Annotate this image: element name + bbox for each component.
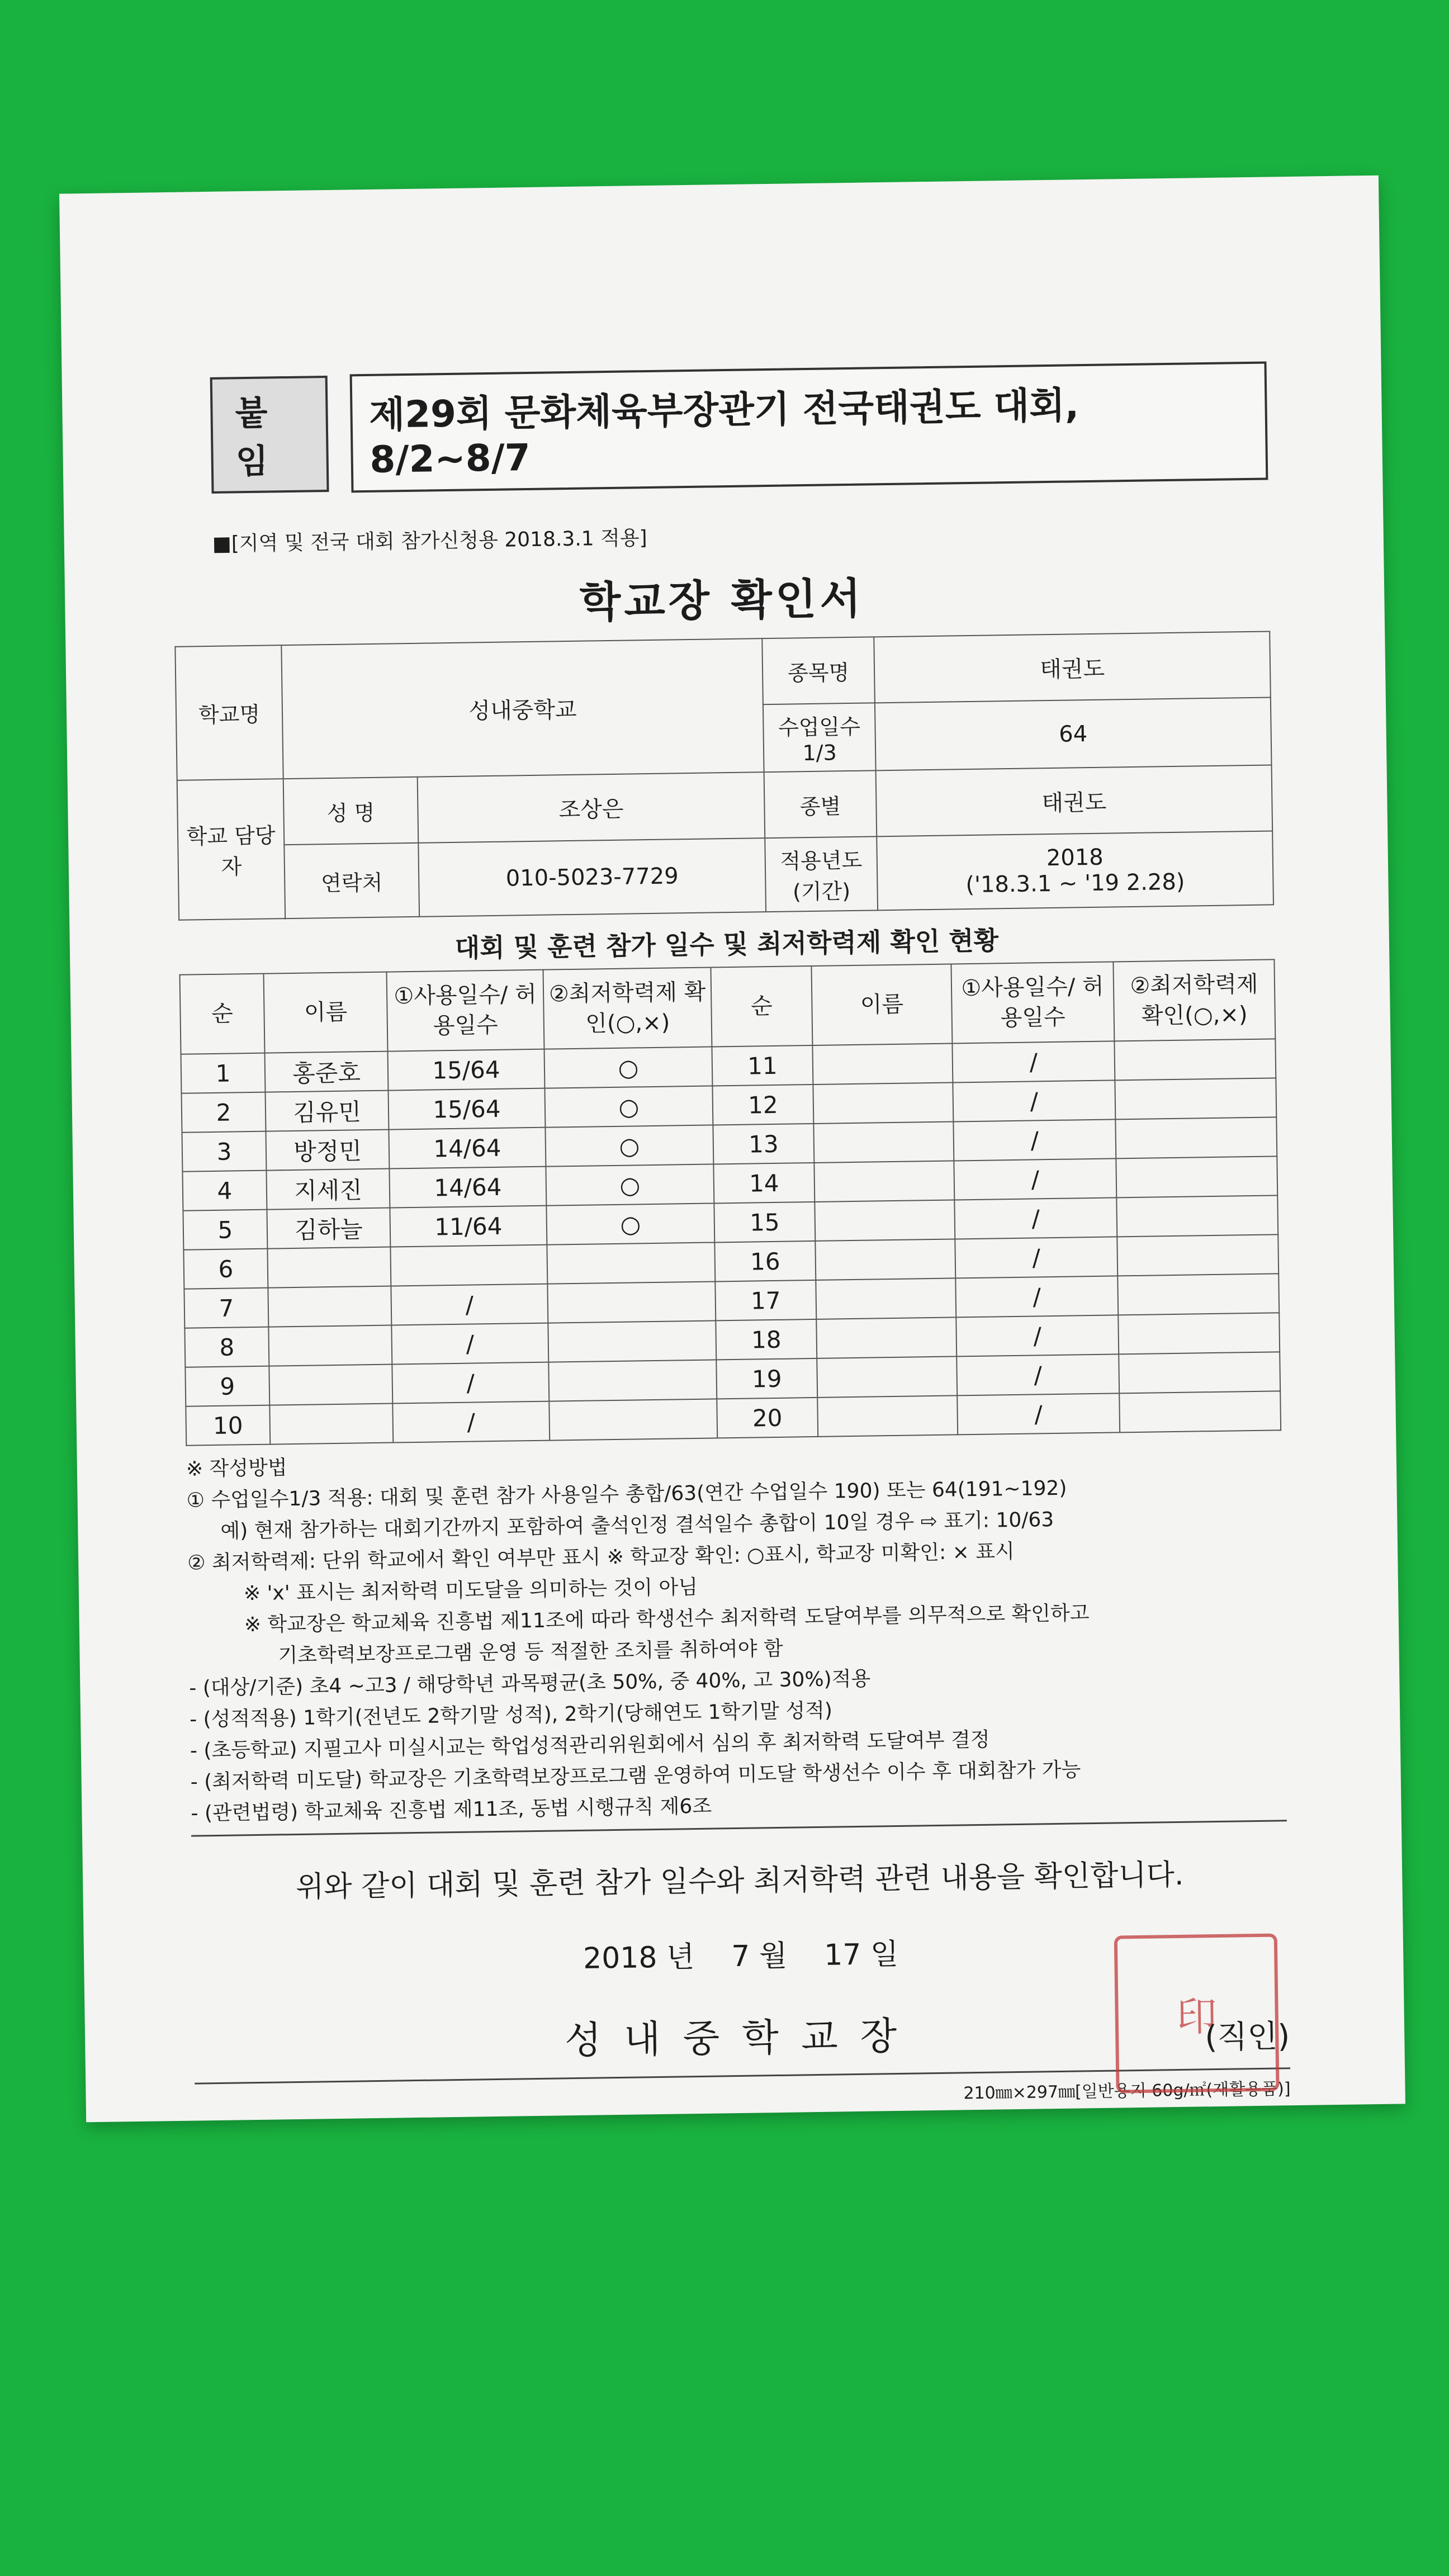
records-header-cell: 순 <box>180 974 265 1054</box>
phone-label: 연락처 <box>284 843 419 918</box>
date-day: 17 <box>823 1938 861 1972</box>
record-days-cell: 15/64 <box>388 1049 545 1091</box>
principal-signature <box>194 1993 1290 2077</box>
record-name-cell <box>813 1082 953 1123</box>
info-table <box>174 631 1274 920</box>
record-days-cell: / <box>953 1119 1116 1161</box>
record-check-cell: ○ <box>546 1203 714 1244</box>
record-no-cell: 1 <box>181 1053 266 1093</box>
records-table <box>179 959 1282 1446</box>
school-label: 학교명 <box>175 645 283 780</box>
note-1: ① 수업일수1/3 적용: 대회 및 훈련 참가 사용일수 총합/63(연간 수업일수 190) 또는 64(191~192) <box>186 1476 1067 1512</box>
record-name-cell <box>815 1200 955 1240</box>
record-days-cell: / <box>955 1276 1118 1317</box>
record-name-cell: 김유민 <box>266 1091 389 1131</box>
record-check-cell <box>1119 1391 1281 1432</box>
records-header-cell: ②최저학력제 확인(○,×) <box>543 968 712 1049</box>
days-label: 수업일수 1/3 <box>763 703 876 772</box>
record-name-cell <box>815 1239 955 1280</box>
record-no-cell: 3 <box>182 1131 266 1172</box>
record-days-cell <box>390 1245 547 1286</box>
section-title: 대회 및 훈련 참가 일수 및 최저학력제 확인 현황 <box>454 925 999 963</box>
record-no-cell: 8 <box>184 1327 269 1367</box>
event-value: 태권도 <box>874 631 1271 703</box>
record-name-cell <box>269 1404 393 1445</box>
record-no-cell: 18 <box>716 1319 817 1360</box>
record-check-cell <box>547 1281 716 1323</box>
record-no-cell: 20 <box>717 1398 818 1438</box>
record-name-cell <box>813 1121 954 1162</box>
record-check-cell <box>1118 1313 1280 1354</box>
record-days-cell: 15/64 <box>388 1088 545 1130</box>
detail-4: - (최저학력 미도달) 학교장은 기초학력보장프로그램 운영하여 미도달 학생선수 이수 후 대회참가 가능 <box>190 1758 1081 1794</box>
record-days-cell: / <box>392 1401 550 1443</box>
record-no-cell: 14 <box>713 1163 815 1204</box>
records-header-cell: ①사용일수/ 허용일수 <box>387 970 544 1052</box>
name-value: 조상은 <box>418 772 765 843</box>
record-no-cell: 9 <box>185 1366 269 1407</box>
record-check-cell: ○ <box>544 1046 712 1088</box>
date-month-unit: 월 <box>759 1939 788 1973</box>
school-value: 성내중학교 <box>281 638 764 779</box>
record-days-cell: / <box>954 1158 1116 1200</box>
record-check-cell <box>547 1242 715 1284</box>
record-days-cell: 14/64 <box>389 1128 546 1169</box>
record-check-cell <box>1116 1156 1277 1197</box>
record-name-cell <box>269 1365 392 1405</box>
record-name-cell: 지세진 <box>266 1169 390 1210</box>
record-days-cell: / <box>953 1080 1115 1121</box>
record-days-cell: 14/64 <box>389 1167 546 1208</box>
record-check-cell: ○ <box>546 1164 714 1205</box>
principal-name: 성내중학교장 <box>564 2014 920 2063</box>
note-2: ② 최저학력제: 단위 학교에서 확인 여부만 표시 ※ 학교장 확인: ○표시, 학교장 미확인: × 표시 <box>187 1540 1015 1575</box>
event-label: 종목명 <box>762 637 875 704</box>
document-paper <box>59 176 1405 2123</box>
period-value: ('18.3.1 ~ '19 2.28) <box>965 869 1185 898</box>
record-days-cell: / <box>956 1354 1119 1395</box>
record-name-cell <box>812 1043 953 1084</box>
record-name-cell: 김하늘 <box>267 1208 390 1249</box>
record-days-cell: / <box>952 1041 1115 1082</box>
date-year-unit: 년 <box>666 1940 695 1974</box>
phone-value: 010-5023-7729 <box>418 838 766 917</box>
record-name-cell <box>816 1317 956 1358</box>
record-no-cell: 10 <box>186 1405 270 1446</box>
record-name-cell: 방정민 <box>266 1130 389 1171</box>
paper-spec-footer: 210㎜×297㎜[일반용지 60g/㎡(재활용품)] <box>963 2079 1291 2104</box>
record-check-cell <box>548 1360 717 1401</box>
record-no-cell: 12 <box>712 1085 813 1125</box>
records-body <box>181 1039 1281 1445</box>
type-value: 태권도 <box>876 765 1273 836</box>
attachment-tag: 붙임 <box>210 376 329 494</box>
year-label: 적용년도 (기간) <box>765 836 878 912</box>
record-check-cell: ○ <box>545 1125 713 1166</box>
record-name-cell <box>814 1161 954 1201</box>
record-days-cell: / <box>392 1362 549 1404</box>
record-name-cell <box>817 1395 958 1436</box>
days-value: 64 <box>875 697 1272 770</box>
document-title: 학교장 확인서 <box>579 573 865 627</box>
record-name-cell: 홍준호 <box>265 1052 389 1092</box>
name-label: 성 명 <box>283 777 419 845</box>
records-header-cell: 이름 <box>811 964 952 1045</box>
detail-3: - (초등학교) 지필고사 미실시교는 학업성적관리위원회에서 심의 후 최저학력 도달여부 결정 <box>190 1728 990 1763</box>
note-2c: 기초학력보장프로그램 운영 등 적절한 조치를 취하여야 함 <box>278 1637 784 1668</box>
header-row <box>210 362 1268 495</box>
records-header-cell: ②최저학력제 확인(○,×) <box>1113 959 1275 1041</box>
record-no-cell: 2 <box>182 1092 266 1133</box>
record-no-cell: 11 <box>712 1045 813 1086</box>
record-check-cell <box>1116 1195 1278 1237</box>
document-content <box>171 362 1291 2115</box>
records-header-cell: ①사용일수/ 허용일수 <box>951 962 1114 1043</box>
record-check-cell <box>1119 1352 1280 1393</box>
event-title: 제29회 문화체육부장관기 전국태권도 대회, 8/2~8/7 <box>349 362 1268 493</box>
seal-label: (직인) <box>1204 2018 1290 2056</box>
record-name-cell <box>817 1356 957 1397</box>
date-day-unit: 일 <box>870 1937 899 1972</box>
detail-5: - (관련법령) 학교체육 진흥법 제11조, 동법 시행규칙 제6조 <box>191 1794 712 1825</box>
confirm-text: 위와 같이 대회 및 훈련 참가 일수와 최저학력 관련 내용을 확인합니다. <box>295 1858 1184 1905</box>
contact-group-label: 학교 담당자 <box>177 779 285 920</box>
record-days-cell: / <box>955 1237 1117 1278</box>
record-days-cell: / <box>957 1393 1120 1434</box>
record-name-cell <box>268 1325 392 1366</box>
records-header-row <box>180 959 1276 1054</box>
record-no-cell: 5 <box>183 1210 267 1250</box>
record-no-cell: 6 <box>183 1249 268 1289</box>
record-days-cell: / <box>391 1284 548 1325</box>
record-check-cell <box>1115 1078 1276 1119</box>
note-2a: ※ 'x' 표시는 최저학력 미도달을 의미하는 것이 아님 <box>243 1575 698 1606</box>
record-check-cell: ○ <box>544 1086 713 1127</box>
note-2b: ※ 학교장은 학교체육 진흥법 제11조에 따라 학생선수 최저학력 도달여부를 의무적으로 확인하고 <box>244 1602 1090 1637</box>
record-check-cell <box>1117 1273 1279 1315</box>
record-check-cell <box>1117 1234 1278 1276</box>
record-check-cell <box>1114 1039 1276 1080</box>
record-name-cell <box>267 1247 391 1288</box>
date-year: 2018 <box>583 1941 657 1976</box>
record-no-cell: 13 <box>713 1124 814 1164</box>
form-notice: ■[지역 및 전국 대회 참가신청용 2018.3.1 적용] <box>212 527 647 556</box>
type-label: 종별 <box>764 770 877 838</box>
record-check-cell <box>1115 1117 1277 1158</box>
records-header-cell: 순 <box>711 966 812 1046</box>
record-no-cell: 7 <box>184 1288 268 1328</box>
record-check-cell <box>548 1320 716 1362</box>
record-name-cell <box>816 1278 956 1319</box>
record-days-cell: / <box>956 1315 1119 1356</box>
detail-2: - (성적적용) 1학기(전년도 2학기말 성적), 2학기(당해연도 1학기말 성적) <box>189 1699 833 1731</box>
record-no-cell: 16 <box>714 1241 816 1282</box>
record-days-cell: 11/64 <box>390 1206 547 1247</box>
detail-1: - (대상/기준) 초4 ~고3 / 해당학년 과목평균(초 50%, 중 40%, 고 30%)적용 <box>189 1667 871 1700</box>
note-1-example: 예) 현재 참가하는 대회기간까지 포함하여 출석인정 결석일수 총합이 10일 경우 ⇨ 표기: 10/63 <box>220 1508 1054 1543</box>
date-month: 7 <box>731 1939 750 1974</box>
record-no-cell: 15 <box>714 1202 815 1243</box>
year-value: 2018 <box>1046 844 1104 872</box>
record-no-cell: 4 <box>182 1171 267 1211</box>
records-header-cell: 이름 <box>264 972 388 1053</box>
notes-heading: ※ 작성방법 <box>186 1456 287 1481</box>
record-check-cell <box>549 1399 717 1440</box>
notes <box>186 1438 1287 1829</box>
record-name-cell <box>268 1286 391 1327</box>
seal-stamp-icon: 印 <box>1114 1934 1280 2094</box>
record-no-cell: 19 <box>716 1358 817 1399</box>
record-no-cell: 17 <box>715 1280 816 1321</box>
record-days-cell: / <box>954 1197 1117 1239</box>
year-cell <box>877 831 1273 910</box>
record-days-cell: / <box>391 1323 548 1365</box>
